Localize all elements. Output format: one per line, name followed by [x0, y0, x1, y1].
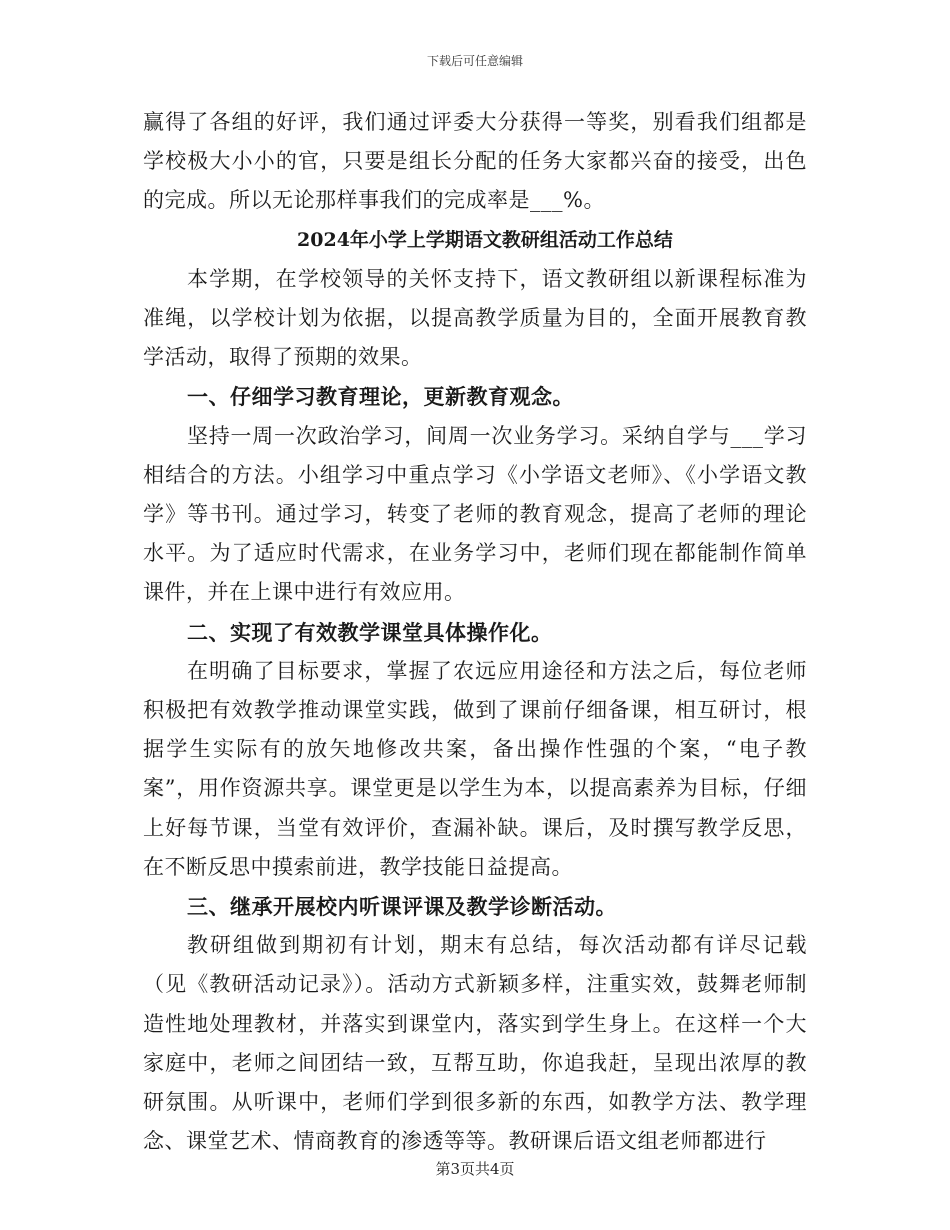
page-header: 下载后可任意编辑 — [426, 54, 523, 68]
section-3-paragraph: 教研组做到期初有计划，期末有总结，每次活动都有详尽记载（见《教研活动记录》）。活动方式新颖多样，注重实效，鼓舞老师制造性地处理教材，并落实到课堂内，落实到学生身上。在这样一个大家庭中，老师之间团结一致，互帮互助，你追我赶，呈现出浓厚的教研氛围。从听课中，老师们学到很多新的东西，如教学方法、教学理念、课堂艺术、情商教育的渗透等等。教研课后语文组老师都进行 — [143, 933, 807, 1154]
section-1-heading: 一、仔细学习教育理论，更新教育观念。 — [187, 384, 574, 410]
page-footer: 第3页共4页 — [435, 1160, 515, 1178]
intro-paragraph: 本学期，在学校领导的关怀支持下，语文教研组以新课程标准为准绳，以学校计划为依据，以提高教学质量为目的，全面开展教育教学活动，取得了预期的效果。 — [143, 266, 807, 370]
section-1-paragraph: 坚持一周一次政治学习，间周一次业务学习。采纳自学与___学习相结合的方法。小组学习中重点学习《小学语文老师》、《小学语文教学》等书刊。通过学习，转变了老师的教育观念，提高了老师的理论水平。为了适应时代需求，在业务学习中，老师们现在都能制作简单课件，并在上课中进行有效应用。 — [143, 423, 807, 605]
section-2-heading: 二、实现了有效教学课堂具体操作化。 — [187, 619, 553, 645]
continuation-paragraph: 赢得了各组的好评，我们通过评委大分获得一等奖，别看我们组都是学校极大小小的官，只要是组长分配的任务大家都兴奋的接受，出色的完成。所以无论那样事我们的完成率是___%。 — [143, 110, 807, 213]
document-title: 2024年小学上学期语文教研组活动工作总结 — [297, 228, 673, 251]
document-body — [143, 103, 807, 1161]
section-3-heading: 三、继承开展校内听课评课及教学诊断活动。 — [187, 894, 617, 920]
section-2-paragraph: 在明确了目标要求，掌握了农远应用途径和方法之后，每位老师积极把有效教学推动课堂实践，做到了课前仔细备课，相互研讨，根据学生实际有的放矢地修改共案，备出操作性强的个案，“电子教案”，用作资源共享。课堂更是以学生为本，以提高素养为目标，仔细上好每节课，当堂有效评价，查漏补缺。课后，及时撰写教学反思，在不断反思中摸索前进，教学技能日益提高。 — [143, 658, 807, 879]
